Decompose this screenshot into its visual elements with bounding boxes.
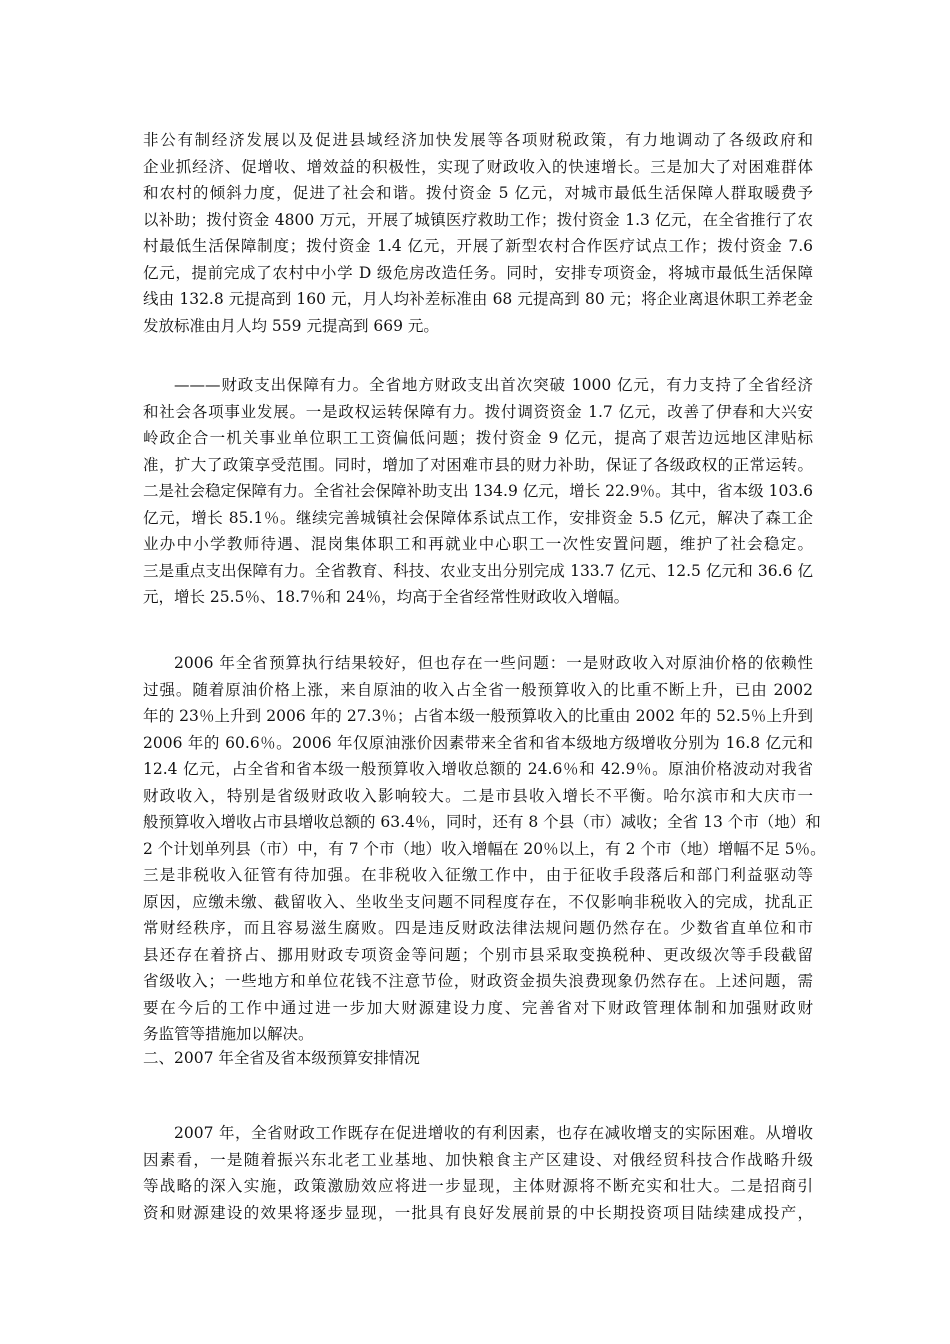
text-line: 三是非税收入征管有待加强。在非税收入征缴工作中，由于征收手段落后和部门利益驱动等 — [143, 866, 813, 884]
paragraph-expenditure-guarantee — [143, 372, 813, 611]
text-line: 等战略的深入实施，政策激励效应将进一步显现，主体财源将不断充实和壮大。二是招商引 — [143, 1177, 813, 1195]
text-line: 因素看，一是随着振兴东北老工业基地、加快粮食主产区建设、对俄经贸科技合作战略升级 — [143, 1150, 813, 1169]
text-line: 和农村的倾斜力度，促进了社会和谐。拨付资金 5 亿元，对城市最低生活保障人群取暖费予 — [143, 184, 813, 202]
text-line: 2006 年全省预算执行结果较好，但也存在一些问题：一是财政收入对原油价格的依赖性 — [174, 654, 813, 672]
text-line: 和社会各项事业发展。一是政权运转保障有力。拨付调资资金 1.7 亿元，改善了伊春和大兴安 — [143, 402, 813, 421]
text-line: 元，增长 25.5％、18.7％和 24％，均高于全省经常性财政收入增幅。 — [143, 588, 630, 606]
text-line: 非公有制经济发展以及促进县域经济加快发展等各项财税政策，有力地调动了各级政府和 — [143, 131, 813, 149]
text-line: 12.4 亿元，占全省和省本级一般预算收入增收总额的 24.6％和 42.9％。原油价格波动对我省 — [143, 760, 813, 778]
text-line: 原因，应缴未缴、截留收入、坐收坐支问题不同程度存在，不仅影响非税收入的完成，扰乱正 — [143, 892, 813, 911]
text-line: 三是重点支出保障有力。全省教育、科技、农业支出分别完成 133.7 亿元、12.5 亿元和 36.6 亿 — [143, 561, 813, 580]
text-line: 务监管等措施加以解决。 — [143, 1025, 314, 1043]
text-line: 线由 132.8 元提高到 160 元，月人均补差标准由 68 元提高到 80 元；将企业离退休职工养老金 — [143, 290, 813, 308]
text-line: 企业抓经济、促增收、增效益的积极性，实现了财政收入的快速增长。三是加大了对困难群体 — [143, 157, 813, 176]
text-line: 过强。随着原油价格上涨，来自原油的收入占全省一般预算收入的比重不断上升，已由 2002 — [143, 680, 813, 699]
text-line: 二是社会稳定保障有力。全省社会保障补助支出 134.9 亿元，增长 22.9％。其中，省本级 103.6 — [143, 482, 813, 500]
text-line: 亿元，提前完成了农村中小学 D 级危房改造任务。同时，安排专项资金，将城市最低生活保障 — [143, 263, 813, 282]
text-line: 以补助；拨付资金 4800 万元，开展了城镇医疗救助工作；拨付资金 1.3 亿元，在全省推行了农 — [143, 210, 813, 229]
text-line: ———财政支出保障有力。全省地方财政支出首次突破 1000 亿元，有力支持了全省经济 — [174, 376, 813, 394]
text-line: 2007 年，全省财政工作既存在促进增收的有利因素，也存在减收增支的实际困难。从增收 — [174, 1124, 813, 1142]
text-line: 发放标准由月人均 559 元提高到 669 元。 — [143, 316, 439, 335]
section-heading — [143, 1045, 813, 1072]
text-line: 要在今后的工作中通过进一步加大财源建设力度、完善省对下财政管理体制和加强财政财 — [143, 998, 813, 1017]
text-line: 资和财源建设的效果将逐步显现，一批具有良好发展前景的中长期投资项目陆续建成投产， — [143, 1203, 813, 1222]
text-line: 业办中小学教师待遇、混岗集体职工和再就业中心职工一次性安置问题，维护了社会稳定。 — [143, 535, 813, 553]
paragraph-2007-outlook — [143, 1120, 813, 1226]
text-line: 村最低生活保障制度；拨付资金 1.4 亿元，开展了新型农村合作医疗试点工作；拨付资金 7.6 — [143, 237, 813, 255]
text-line: 年的 23％上升到 2006 年的 27.3％；占省本级一般预算收入的比重由 2002 年的 52.5％上升到 — [143, 707, 813, 725]
text-line: 岭政企合一机关事业单位职工工资偏低问题；拨付资金 9 亿元，提高了艰苦边远地区津贴标 — [143, 429, 813, 447]
text-line: 准，扩大了政策享受范围。同时，增加了对困难市县的财力补助，保证了各级政权的正常运转。 — [143, 455, 813, 474]
paragraph-social-support — [143, 127, 813, 339]
text-line: 县还存在着挤占、挪用财政专项资金等问题；个别市县采取变换税种、更改级次等手段截留 — [143, 945, 813, 964]
text-line: 亿元，增长 85.1％。继续完善城镇社会保障体系试点工作，安排资金 5.5 亿元，解决了森工企 — [143, 508, 813, 527]
text-line: 常财经秩序，而且容易滋生腐败。四是违反财政法律法规问题仍然存在。少数省直单位和市 — [143, 919, 813, 937]
text-line: 财政收入，特别是省级财政收入影响较大。二是市县收入增长不平衡。哈尔滨市和大庆市一 — [143, 786, 813, 805]
text-line: 般预算收入增收占市县增收总额的 63.4％，同时，还有 8 个县（市）减收；全省 13 个市（地）和 — [143, 813, 821, 831]
text-line: 2006 年的 60.6％。2006 年仅原油涨价因素带来全省和省本级地方级增收分别为 16.8 亿元和 — [143, 733, 813, 752]
text-line: 省级收入；一些地方和单位花钱不注意节俭，财政资金损失浪费现象仍然存在。上述问题，需 — [143, 972, 813, 990]
section-heading-text: 二、2007 年全省及省本级预算安排情况 — [143, 1049, 420, 1067]
paragraph-budget-problems — [143, 650, 826, 1048]
text-line: 2 个计划单列县（市）中，有 7 个市（地）收入增幅在 20％以上，有 2 个市（地）增幅不足 5％。 — [143, 839, 826, 858]
